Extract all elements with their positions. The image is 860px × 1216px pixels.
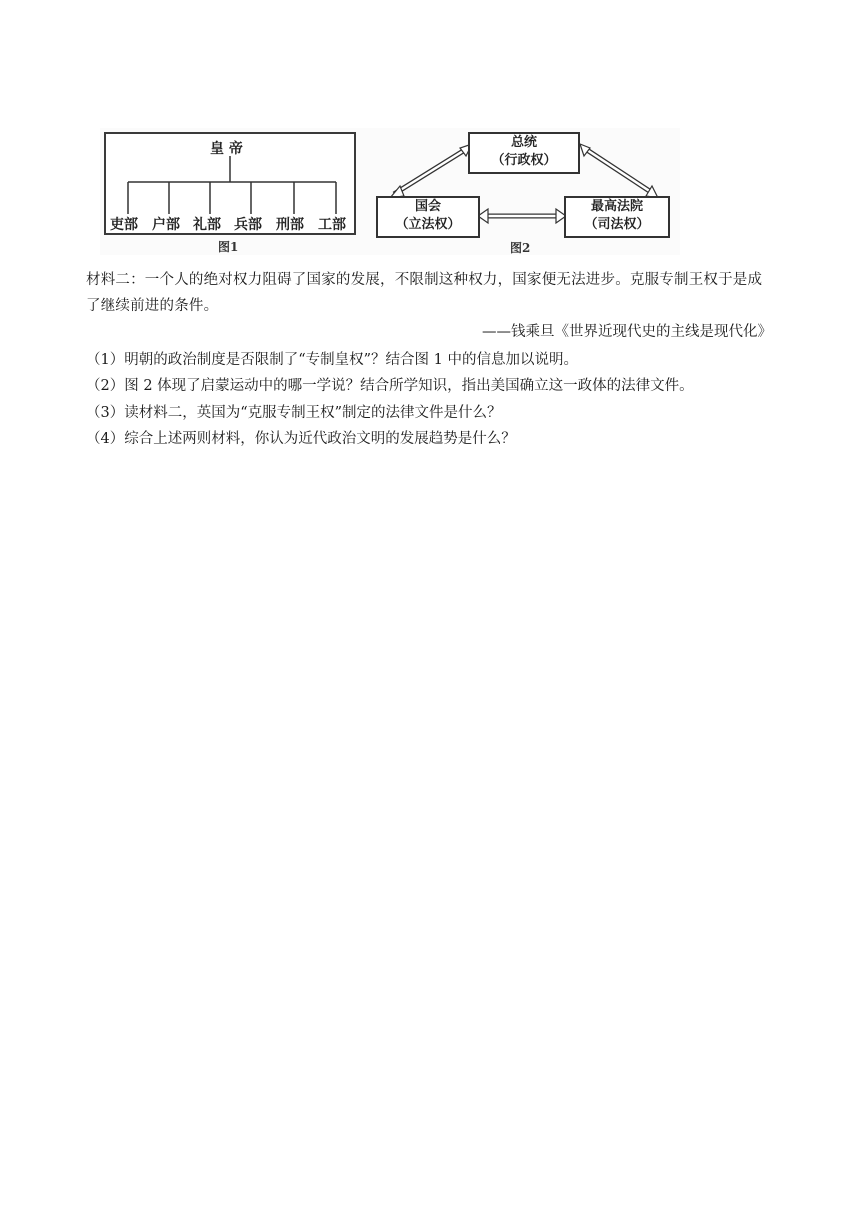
figure-1-emperor-hierarchy — [104, 132, 356, 235]
congress-box — [376, 196, 480, 238]
dept-hubu: 户部 — [152, 217, 180, 233]
question-3: （3）读材料二，英国为“克服专制王权”制定的法律文件是什么？ — [86, 405, 502, 421]
congress-label: 国会 — [414, 199, 441, 214]
dept-bingbu: 兵部 — [234, 217, 262, 233]
question-4: （4）综合上述两则材料，你认为近代政治文明的发展趋势是什么？ — [86, 431, 516, 447]
judicial-power-label: （司法权） — [584, 217, 650, 232]
emperor-label: 皇 帝 — [210, 141, 243, 157]
president-label: 总统 — [510, 135, 537, 150]
figure-2-separation-of-powers — [372, 128, 680, 255]
dept-gongbu: 工部 — [318, 217, 346, 233]
material-2-line-2: 了继续前进的条件。 — [86, 298, 219, 314]
legislative-power-label: （立法权） — [395, 217, 461, 232]
dept-xingbu: 刑部 — [276, 217, 304, 233]
figure-1-caption: 图1 — [218, 240, 239, 254]
executive-power-label: （行政权） — [491, 153, 557, 168]
figure-2-caption: 图2 — [510, 241, 531, 255]
president-box — [468, 132, 580, 174]
question-1: （1）明朝的政治制度是否限制了“专制皇权”？结合图 1 中的信息加以说明。 — [86, 352, 578, 368]
figure-strip — [100, 128, 680, 255]
supreme-court-box — [564, 196, 670, 238]
material-2-line-1: 材料二：一个人的绝对权力阻碍了国家的发展，不限制这种权力，国家便无法进步。克服专制王权于是成 — [86, 272, 763, 288]
question-2: （2）图 2 体现了启蒙运动中的哪一学说？结合所学知识，指出美国确立这一政体的法律文件。 — [86, 378, 694, 394]
supreme-court-label: 最高法院 — [590, 199, 643, 214]
material-2-source: ——钱乘旦《世界近现代史的主线是现代化》 — [482, 324, 772, 340]
dept-libu: 吏部 — [110, 217, 138, 233]
dept-libu-rites: 礼部 — [193, 217, 221, 233]
